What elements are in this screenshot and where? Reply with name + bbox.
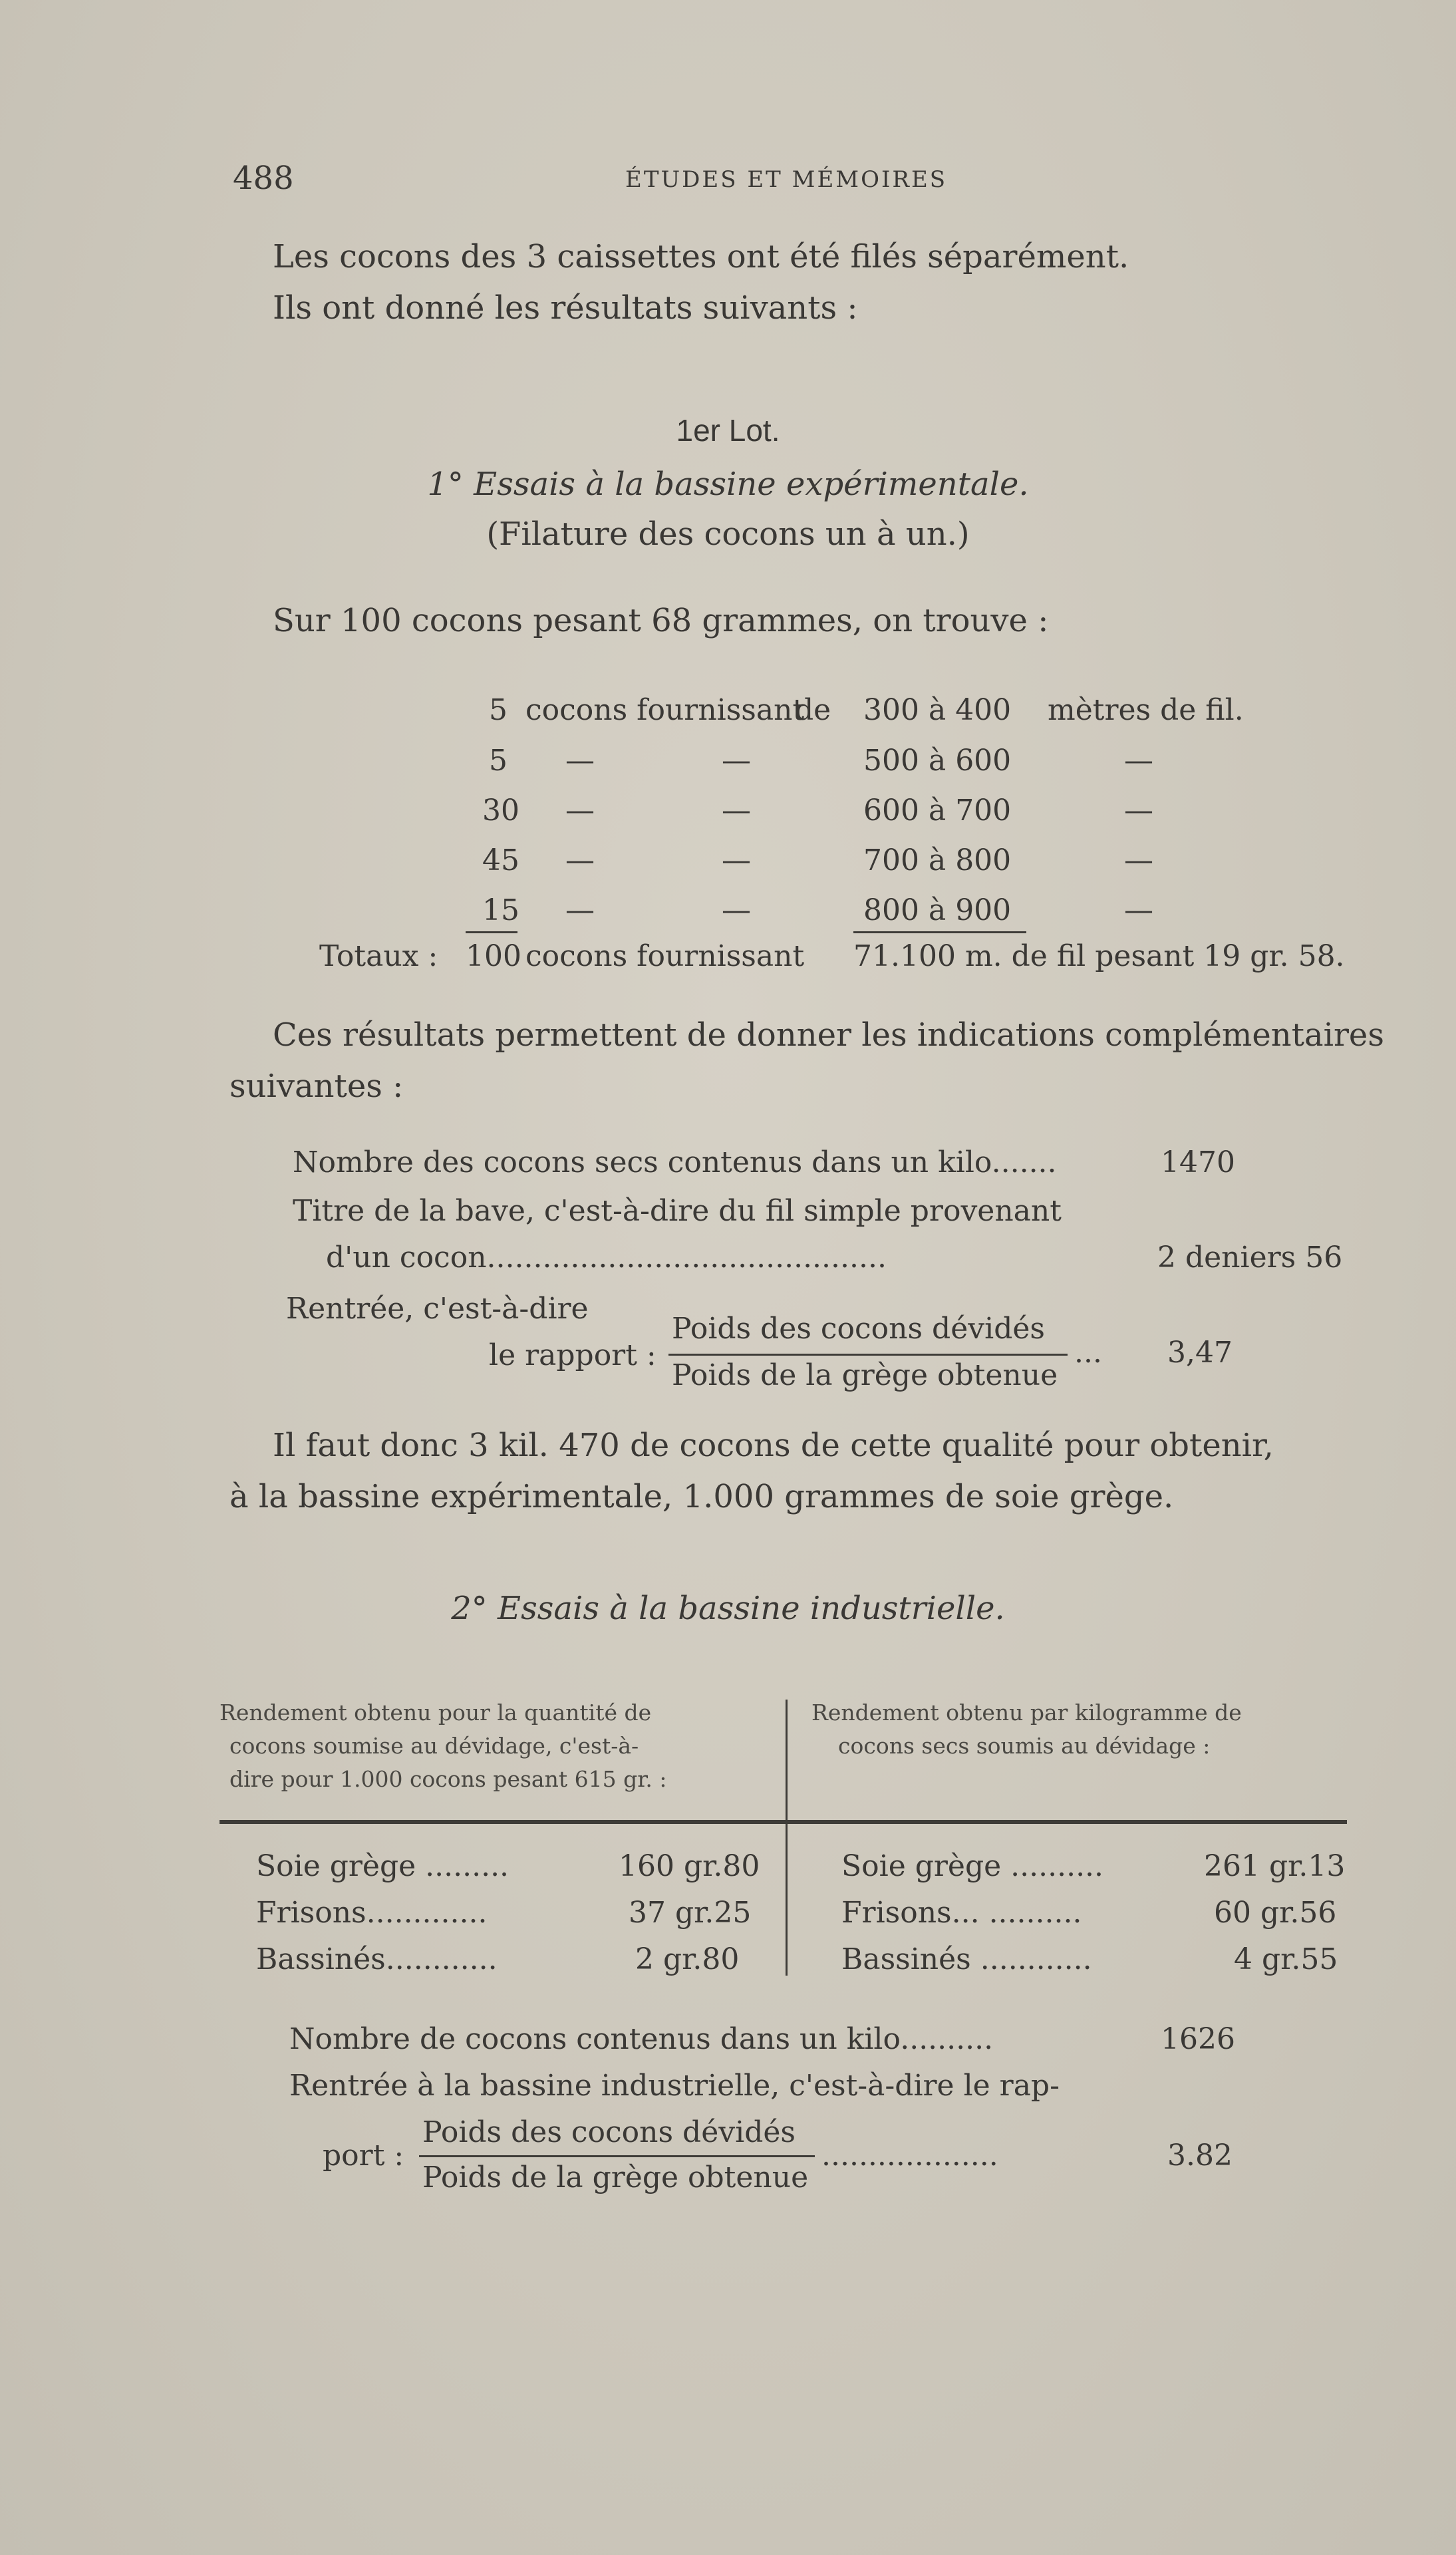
section1-title: 1° Essais à la bassine expérimentale. bbox=[427, 466, 1029, 503]
industrial-denominator: Poids de la grège obtenue bbox=[422, 2161, 809, 2194]
dist-row-1-count: 5 bbox=[489, 693, 508, 727]
left-row-2-label: Frisons............. bbox=[256, 1896, 488, 1930]
dist-row-2-count: 5 bbox=[489, 744, 508, 778]
dist-row-2-dash2: — bbox=[722, 744, 751, 778]
industrial-line-1-label: Nombre de cocons contenus dans un kilo.......... bbox=[289, 2022, 994, 2056]
total-count: 100 bbox=[466, 939, 521, 973]
total-rule-length bbox=[853, 931, 1026, 933]
dist-row-5-dash2: — bbox=[722, 893, 751, 927]
dist-row-1-unit: mètres de fil. bbox=[1048, 693, 1244, 727]
left-row-1-value: 160 gr.80 bbox=[619, 1849, 760, 1883]
complement-line-2: suivantes : bbox=[229, 1068, 404, 1105]
dist-row-3-count: 30 bbox=[482, 794, 519, 827]
right-row-3-label: Bassinés ............ bbox=[841, 1942, 1092, 1976]
indication-3-value: 2 deniers 56 bbox=[1157, 1241, 1343, 1275]
dist-row-5-unit: — bbox=[1124, 893, 1153, 927]
left-header-line-1: Rendement obtenu pour la quantité de bbox=[219, 1700, 652, 1726]
table-header-rule bbox=[219, 1820, 1347, 1824]
rentree-label-1: Rentrée, c'est-à-dire bbox=[286, 1292, 589, 1326]
total-label: Totaux : bbox=[319, 939, 438, 973]
rentree-fraction-bar bbox=[668, 1354, 1068, 1356]
dist-row-1-range: 300 à 400 bbox=[863, 693, 1012, 727]
left-row-1-label: Soie grège ......... bbox=[256, 1849, 510, 1883]
dist-row-3-dash2: — bbox=[722, 794, 751, 827]
dist-row-1-de: de bbox=[795, 693, 831, 727]
rentree-label-2: le rapport : bbox=[489, 1338, 656, 1372]
dist-row-4-dash1: — bbox=[565, 843, 595, 877]
total-value: 71.100 m. de fil pesant 19 gr. 58. bbox=[853, 939, 1345, 973]
indication-1-value: 1470 bbox=[1161, 1145, 1235, 1179]
total-rule-count bbox=[466, 931, 517, 933]
intro-line-1: Les cocons des 3 caissettes ont été filés séparément. bbox=[273, 238, 1129, 275]
right-row-1-label: Soie grège .......... bbox=[841, 1849, 1104, 1883]
dist-row-3-dash1: — bbox=[565, 794, 595, 827]
left-row-2-value: 37 gr.25 bbox=[629, 1896, 752, 1930]
conclusion-line-1: Il faut donc 3 kil. 470 de cocons de cette qualité pour obtenir, bbox=[273, 1427, 1274, 1464]
indication-2-label: Titre de la bave, c'est-à-dire du fil simple provenant bbox=[293, 1194, 1062, 1228]
dist-row-4-range: 700 à 800 bbox=[863, 843, 1012, 877]
industrial-port-label: port : bbox=[323, 2139, 404, 2173]
left-row-3-value: 2 gr.80 bbox=[635, 1942, 740, 1976]
conclusion-line-2: à la bassine expérimentale, 1.000 grammes de soie grège. bbox=[229, 1478, 1174, 1515]
right-row-3-value: 4 gr.55 bbox=[1234, 1942, 1338, 1976]
industrial-line-1-value: 1626 bbox=[1161, 2022, 1235, 2056]
industrial-numerator: Poids des cocons dévidés bbox=[422, 2115, 796, 2149]
indication-3-label: d'un cocon........................................... bbox=[326, 1241, 887, 1275]
industrial-line-2-label: Rentrée à la bassine industrielle, c'est-à-dire le rap- bbox=[289, 2069, 1060, 2103]
dist-row-4-unit: — bbox=[1124, 843, 1153, 877]
right-row-1-value: 261 gr.13 bbox=[1204, 1849, 1346, 1883]
dist-row-2-range: 500 à 600 bbox=[863, 744, 1012, 778]
left-header-line-2: cocons soumise au dévidage, c'est-à- bbox=[229, 1733, 639, 1759]
dist-row-5-dash1: — bbox=[565, 893, 595, 927]
table-column-divider bbox=[786, 1700, 788, 1976]
rentree-value: 3,47 bbox=[1167, 1336, 1233, 1370]
dist-row-4-count: 45 bbox=[482, 843, 519, 877]
dist-row-4-dash2: — bbox=[722, 843, 751, 877]
dist-row-1-text: cocons fournissant bbox=[525, 693, 805, 727]
industrial-fraction-bar bbox=[419, 2155, 815, 2157]
rentree-denominator: Poids de la grège obtenue bbox=[672, 1358, 1058, 1392]
page-number: 488 bbox=[233, 160, 294, 197]
dist-row-5-count: 15 bbox=[482, 893, 519, 927]
dist-row-3-unit: — bbox=[1124, 794, 1153, 827]
section2-title: 2° Essais à la bassine industrielle. bbox=[451, 1590, 1005, 1627]
intro-line-2: Ils ont donné les résultats suivants : bbox=[273, 289, 858, 327]
dist-row-3-range: 600 à 700 bbox=[863, 794, 1012, 827]
left-row-3-label: Bassinés............ bbox=[256, 1942, 498, 1976]
rentree-dots: ... bbox=[1074, 1336, 1102, 1370]
right-header-line-1: Rendement obtenu par kilogramme de bbox=[811, 1700, 1242, 1726]
dist-row-2-unit: — bbox=[1124, 744, 1153, 778]
running-title: ÉTUDES ET MÉMOIRES bbox=[625, 166, 948, 193]
indication-1-label: Nombre des cocons secs contenus dans un kilo....... bbox=[293, 1145, 1057, 1179]
rentree-numerator: Poids des cocons dévidés bbox=[672, 1312, 1045, 1346]
lead-sentence: Sur 100 cocons pesant 68 grammes, on trouve : bbox=[273, 602, 1049, 639]
industrial-value: 3.82 bbox=[1167, 2139, 1233, 2173]
right-header-line-2: cocons secs soumis au dévidage : bbox=[838, 1733, 1211, 1759]
right-row-2-value: 60 gr.56 bbox=[1214, 1896, 1337, 1930]
industrial-dots: ................... bbox=[821, 2139, 998, 2173]
complement-line-1: Ces résultats permettent de donner les indications complémentaires bbox=[273, 1016, 1384, 1054]
total-text: cocons fournissant bbox=[525, 939, 805, 973]
dist-row-5-range: 800 à 900 bbox=[863, 893, 1012, 927]
lot-title: 1er Lot. bbox=[676, 413, 780, 448]
left-header-line-3: dire pour 1.000 cocons pesant 615 gr. : bbox=[229, 1766, 667, 1792]
section1-subtitle: (Filature des cocons un à un.) bbox=[486, 516, 970, 553]
dist-row-2-dash1: — bbox=[565, 744, 595, 778]
right-row-2-label: Frisons... .......... bbox=[841, 1896, 1082, 1930]
